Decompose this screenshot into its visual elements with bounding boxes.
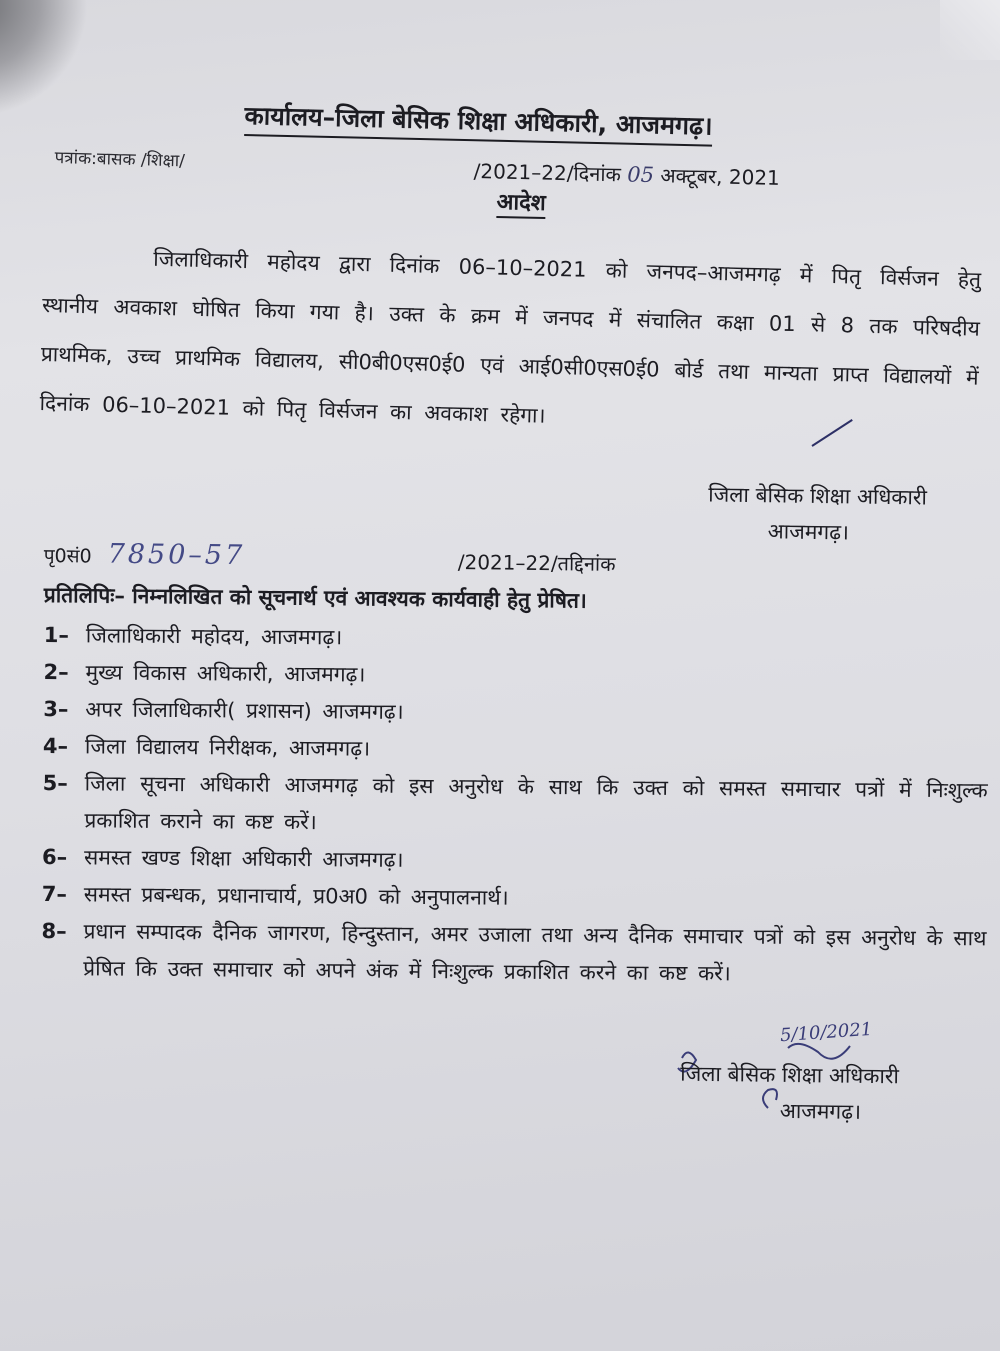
date-prefix: /2021–22/दिनांक	[473, 158, 628, 187]
list-item: 3– अपर जिलाधिकारी( प्रशासन) आजमगढ़।	[43, 696, 404, 724]
signatory-location: आजमगढ़।	[779, 1098, 862, 1124]
letter-number-label: पत्रांक:बासक /शिक्षा/	[54, 147, 186, 172]
handwritten-endorsement-number: 7850–57	[107, 538, 246, 572]
list-item: 5– जिला सूचना अधिकारी आजमगढ़ को इस अनुरोध के साथ कि उक्त को समस्त समाचार पत्रों में निःशुल्क प्रकाशित कराने का कष्ट करें।	[42, 770, 988, 835]
endorsement-number	[44, 538, 246, 571]
list-item: 6– समस्त खण्ड शिक्षा अधिकारी आजमगढ़।	[42, 844, 404, 872]
signature-block-1	[708, 476, 928, 551]
page-corner-fold	[940, 0, 1000, 60]
date-suffix: अक्टूबर, 2021	[653, 163, 781, 190]
signatory-title: जिला बेसिक शिक्षा अधिकारी	[708, 482, 928, 510]
endorsement-date: /2021–22/तद्दिनांक	[457, 549, 616, 576]
list-item: 2– मुख्य विकास अधिकारी, आजमगढ़।	[43, 659, 366, 687]
handwritten-date: 05	[626, 162, 655, 188]
handwritten-signature-date: 5/10/2021	[779, 1018, 873, 1047]
order-paragraph: जिलाधिकारी महोदय द्वारा दिनांक 06–10–2021 को जनपद–आजमगढ़ में पितृ विर्सजन हेतु स्थानीय अवकाश घोषित किया गया है। उक्त के क्रम में जनपद में संचालित कक्षा 01 से 8 तक परिषदीय प्राथमिक, उच्च प्राथमिक विद्यालय, सी0बी0एस0ई0 एवं आई0सी0एस0ई0 बोर्ड तथा मान्यता प्राप्त विद्यालयों में दिनांक 06–10–2021 को पितृ विर्सजन का अवकाश रहेगा।	[39, 246, 982, 428]
signatory-location: आजमगढ़।	[767, 519, 850, 545]
page-corner-shadow	[0, 0, 120, 120]
signatory-title: जिला बेसिक शिक्षा अधिकारी	[680, 1061, 900, 1089]
order-heading: आदेश	[496, 186, 546, 219]
list-item: 1– जिलाधिकारी महोदय, आजमगढ़।	[43, 622, 343, 650]
copy-recipient-list	[41, 617, 989, 994]
signature-block-2	[680, 1056, 900, 1131]
list-item: 7– समस्त प्रबन्धक, प्रधानाचार्य, प्र0अ0 को अनुपालनार्थ।	[41, 881, 509, 910]
list-item: 4– जिला विद्यालय निरीक्षक, आजमगढ़।	[42, 733, 371, 761]
copy-heading: प्रतिलिपिः– निम्नलिखित को सूचनार्थ एवं आवश्यक कार्यवाही हेतु प्रेषित।	[43, 582, 587, 613]
office-title: कार्यालय–जिला बेसिक शिक्षा अधिकारी, आजमगढ़।	[244, 98, 713, 147]
list-item: 8– प्रधान सम्पादक दैनिक जागरण, हिन्दुस्तान, अमर उजाला तथा अन्य दैनिक समाचार पत्रों को इस अनुरोध के साथ प्रेषित कि उक्त समाचार को अपने अंक में निःशुल्क प्रकाशित करने का कष्ट करें।	[41, 918, 987, 986]
endorsement-label: पृ0सं0	[43, 544, 92, 568]
